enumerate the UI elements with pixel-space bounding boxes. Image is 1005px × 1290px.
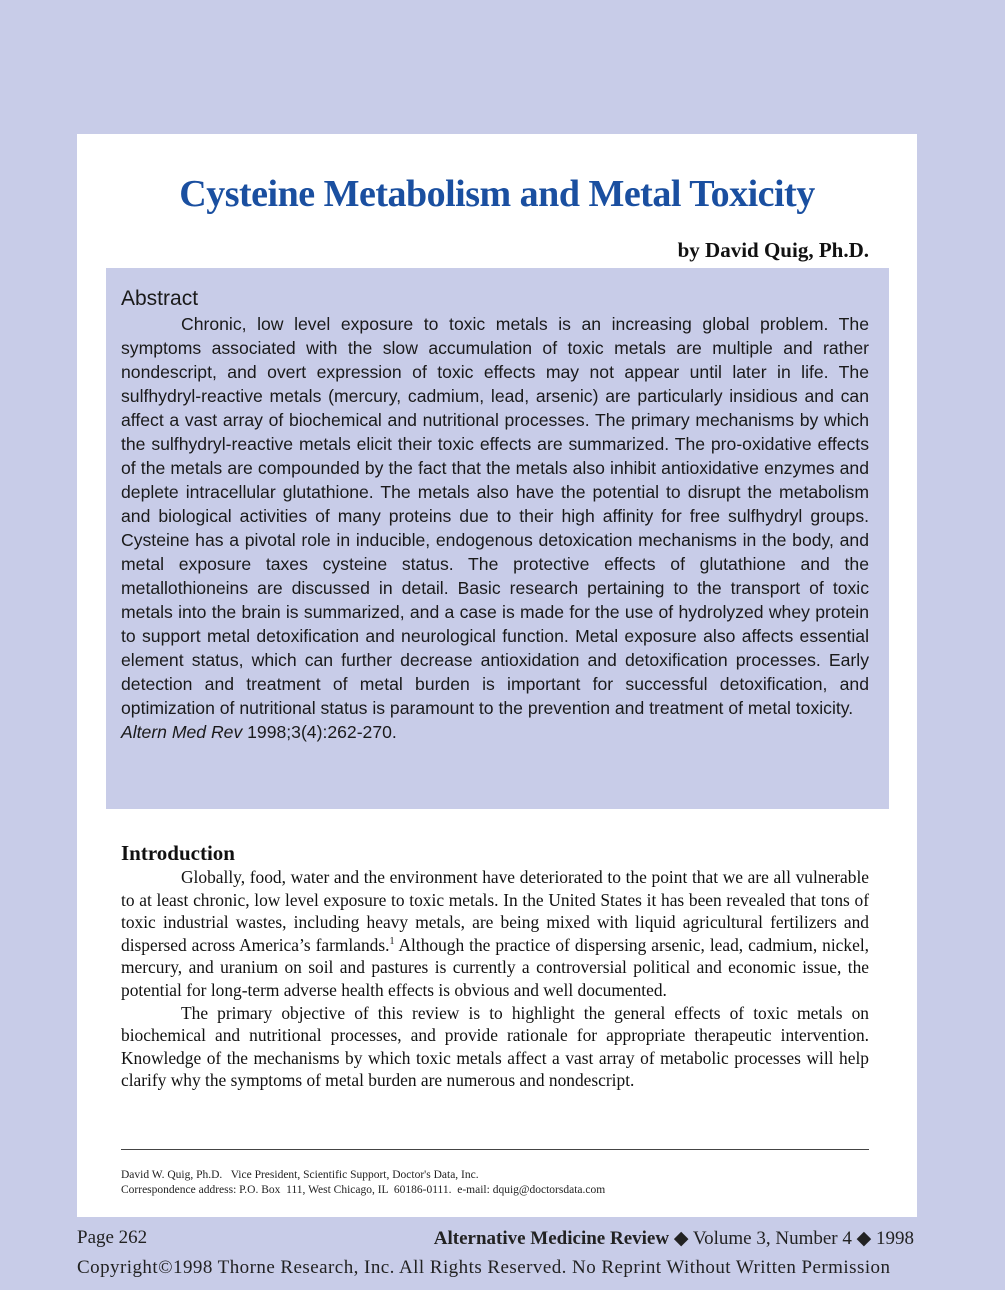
journal-volume: Volume 3, Number 4 (692, 1228, 852, 1249)
abstract-box (106, 268, 889, 809)
journal-info (434, 1227, 914, 1250)
journal-year: 1998 (876, 1228, 914, 1249)
copyright-notice: Copyright©1998 Thorne Research, Inc. All Rights Reserved. No Reprint Without Written Permission (77, 1257, 891, 1278)
introduction-paragraph-2: The primary objective of this review is to highlight the general effects of toxic metals on biochemical and nutritional processes, and provide rationale for appropriate therapeutic intervention. Knowledge of the mechanisms by which toxic metals affect a vast array of metabolic processes will help clarify why the symptoms of metal burden are numerous and nondescript. (121, 1002, 869, 1091)
abstract-heading: Abstract (121, 287, 199, 310)
footnote-address-line: Correspondence address: P.O. Box 111, West Chicago, IL 60186-0111. e-mail: dquig@doctorsdata.com (121, 1184, 606, 1196)
abstract-text: Chronic, low level exposure to toxic metals is an increasing global problem. The symptoms associated with the slow accumulation of toxic metals are multiple and rather nondescript, and overt expression of toxic effects may not appear until later in life. The sulfhydryl-reactive metals (mercury, cadmium, lead, arsenic) are particularly insidious and can affect a vast array of biochemical and nutritional processes. The primary mechanisms by which the sulfhydryl-reactive metals elicit their toxic effects are summarized. The pro-oxidative effects of the metals are compounded by the fact that the metals also inhibit antioxidative enzymes and deplete intracellular glutathione. The metals also have the potential to disrupt the metabolism and biological activities of many proteins due to their high affinity for free sulfhydryl groups. Cysteine has a pivotal role in inducible, endogenous detoxication mechanisms in the body, and metal exposure taxes cysteine status. The protective effects of glutathione and the metallothioneins are discussed in detail. Basic research pertaining to the transport of toxic metals into the brain is summarized, and a case is made for the use of hydrolyzed whey protein to support metal detoxification and neurological function. Metal exposure also affects essential element status, which can further decrease antioxidation and detoxification processes. Early detection and treatment of metal burden is important for successful detoxification, and optimization of nutritional status is paramount to the prevention and treatment of metal toxicity. (121, 314, 869, 718)
author-byline: by David Quig, Ph.D. (677, 238, 869, 262)
reference-1-link[interactable]: 1 (389, 935, 395, 947)
page-footer (77, 1227, 914, 1278)
intro-p1-text-a: Globally, food, water and the environment have deteriorated to the point that we are all vulnerable to at least chronic, low level exposure to toxic metals. In the United States it has been revealed that tons of toxic industrial wastes, including heavy metals, are being mixed with liquid agricultural fertilizers and dispersed across America’s farmlands. (121, 867, 869, 955)
diamond-separator-icon: ◆ (669, 1228, 693, 1249)
page-number: Page 262 (77, 1227, 148, 1248)
footnote-divider (121, 1149, 869, 1150)
citation-details: 1998;3(4):262-270. (242, 722, 397, 742)
footer-row (77, 1227, 914, 1255)
introduction-heading: Introduction (121, 841, 235, 865)
journal-name: Alternative Medicine Review (433, 1228, 670, 1249)
intro-p1-text-b: Although the practice of dispersing arsenic, lead, cadmium, nickel, mercury, and uranium on soil and pastures is currently a controversial political and economic issue, the potential for long-term adverse health effects is obvious and well documented. (121, 934, 869, 1000)
article-title: Cysteine Metabolism and Metal Toxicity (179, 173, 815, 215)
diamond-separator-icon: ◆ (851, 1228, 876, 1249)
abstract-citation (121, 720, 869, 744)
article-page (77, 134, 917, 1217)
author-footnote (121, 1168, 869, 1198)
footnote-author-line: David W. Quig, Ph.D. Vice President, Scientific Support, Doctor's Data, Inc. (121, 1169, 479, 1181)
introduction-section (121, 840, 869, 1092)
introduction-paragraph-1 (121, 866, 869, 1002)
abstract-content (121, 286, 869, 744)
citation-journal: Altern Med Rev (121, 722, 243, 742)
